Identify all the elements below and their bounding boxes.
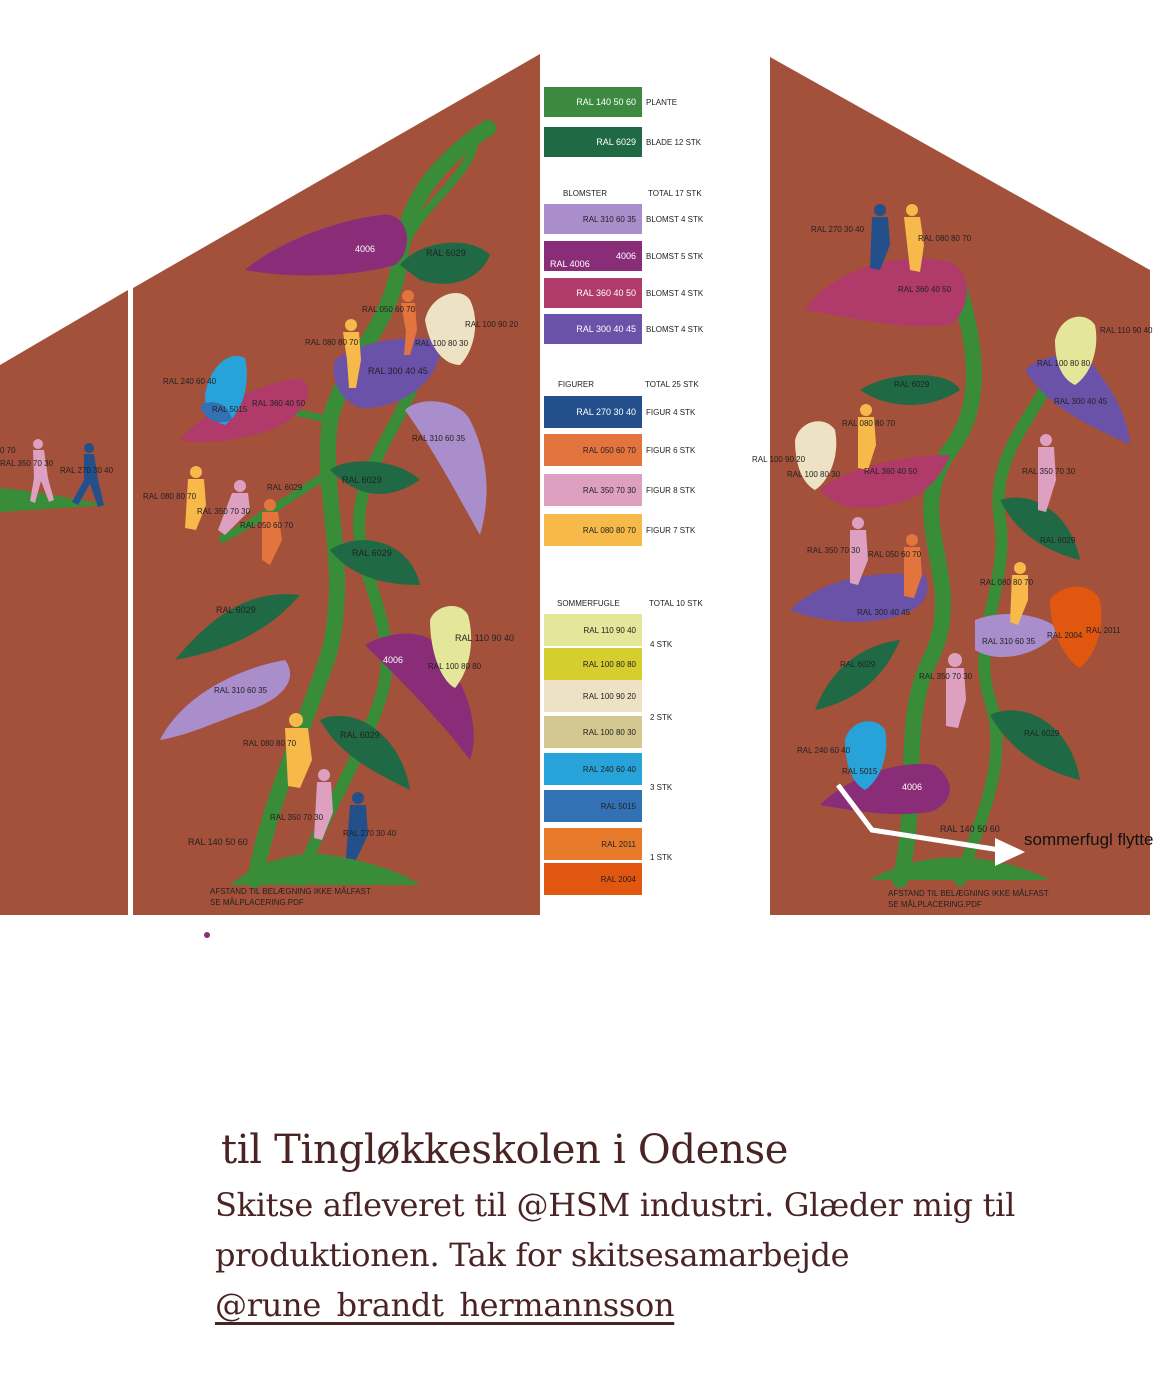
right-label: RAL 5015 [842,767,878,776]
swatch-figure-label: RAL 270 30 40 [576,407,636,417]
right-label: 4006 [902,782,923,792]
right-label: RAL 100 90 20 [752,455,806,464]
left-label: RAL 050 60 70 [240,521,294,530]
swatch-figure-desc: FIGUR 7 STK [646,526,696,535]
right-label: RAL 2011 [1086,626,1121,635]
right-label: RAL 2004 [1047,631,1083,640]
legend-total-figures: TOTAL 25 STK [645,380,699,389]
swatch-figure-desc: FIGUR 4 STK [646,408,696,417]
right-label: RAL 350 70 30 [1022,467,1076,476]
far-left-label-a: 0 70 [0,446,16,455]
swatch-figure-label: RAL 050 60 70 [582,446,636,455]
swatch-flower-label: RAL 360 40 50 [576,288,636,298]
right-label: RAL 110 90 40 [1100,326,1153,335]
right-label: RAL 100 80 30 [787,470,841,479]
swatch-leaf-label: RAL 6029 [596,137,636,147]
left-label: RAL 350 70 30 [270,813,324,822]
mention-link[interactable]: @rune_brandt_hermannsson [215,1286,675,1324]
swatch-figure-label: RAL 080 80 70 [582,526,636,535]
left-label: RAL 6029 [426,248,466,258]
left-label: RAL 350 70 30 [197,507,251,516]
left-label: RAL 270 30 40 [343,829,397,838]
swatch-flower-sublabel: RAL 4006 [550,259,590,269]
color-legend [544,87,704,895]
swatch-leaf-desc: BLADE 12 STK [646,138,702,147]
swatch-plant-label: RAL 140 50 60 [576,97,636,107]
right-label: RAL 270 30 40 [811,225,865,234]
right-label: RAL 080 80 70 [842,419,896,428]
left-label: RAL 080 80 70 [143,492,197,501]
right-label: RAL 300 40 45 [1054,397,1108,406]
right-label: RAL 240 60 40 [797,746,851,755]
swatch-butterfly-label: RAL 100 80 80 [582,660,636,669]
swatch-figure-desc: FIGUR 6 STK [646,446,696,455]
right-label: RAL 310 60 35 [982,637,1036,646]
right-label: RAL 360 40 50 [864,467,918,476]
swatch-flower-desc: BLOMST 4 STK [646,215,704,224]
legend-header-figures: FIGURER [558,380,594,389]
caption-line: produktionen. Tak for skitsesamarbejde [215,1236,850,1274]
swatch-flower-desc: BLOMST 4 STK [646,325,704,334]
right-note: AFSTAND TIL BELÆGNING IKKE MÅLFAST [888,889,1049,898]
right-note: SE MÅLPLACERING.PDF [888,900,982,909]
right-label: RAL 100 80 80 [1037,359,1091,368]
far-left-label-c: RAL 270 30 40 [60,466,114,475]
right-label: RAL 6029 [894,380,930,389]
right-label: RAL 360 40 50 [898,285,952,294]
legend-group-count: 4 STK [650,640,673,649]
swatch-butterfly-label: RAL 2004 [600,875,636,884]
swatch-flower-desc: BLOMST 4 STK [646,289,704,298]
left-label: RAL 100 90 20 [465,320,519,329]
right-label: RAL 080 80 70 [980,578,1034,587]
right-label: RAL 350 70 30 [807,546,861,555]
swatch-figure-desc: FIGUR 8 STK [646,486,696,495]
left-label: RAL 080 80 70 [305,338,359,347]
caption-line: Skitse afleveret til @HSM industri. Glæder mig til [215,1186,1016,1224]
swatch-butterfly-label: RAL 240 60 40 [582,765,636,774]
left-label: RAL 140 50 60 [188,837,248,847]
swatch-butterfly-label: RAL 2011 [601,840,636,849]
swatch-butterfly-label: RAL 5015 [600,802,636,811]
right-label: RAL 300 40 45 [857,608,911,617]
left-label: RAL 6029 [216,605,256,615]
caption-body [215,1180,1115,1330]
left-label: RAL 6029 [342,475,382,485]
swatch-flower-label: 4006 [615,251,636,261]
far-left-label-b: RAL 350 70 30 [0,459,54,468]
left-label: RAL 6029 [352,548,392,558]
right-label: RAL 050 60 70 [868,550,922,559]
right-label: RAL 6029 [1040,536,1076,545]
caption-title: til Tingløkkeskolen i Odense [221,1127,789,1173]
swatch-flower-label: RAL 300 40 45 [576,324,636,334]
left-label: 4006 [383,655,404,665]
legend-header-butterflies: SOMMERFUGLE [557,599,620,608]
right-label: RAL 350 70 30 [919,672,973,681]
swatch-butterfly-label: RAL 100 80 30 [582,728,636,737]
swatch-butterfly-label: RAL 110 90 40 [583,626,636,635]
left-label: RAL 110 90 40 [455,633,515,643]
left-label: RAL 310 60 35 [214,686,268,695]
left-label: RAL 300 40 45 [368,366,428,376]
swatch-plant-desc: PLANTE [646,98,678,107]
swatch-figure-label: RAL 350 70 30 [582,486,636,495]
left-label: RAL 100 80 80 [428,662,482,671]
left-label: RAL 5015 [212,405,248,414]
far-left-wall [0,290,128,915]
left-label: RAL 360 40 50 [252,399,306,408]
legend-group-count: 1 STK [650,853,673,862]
left-label: RAL 310 60 35 [412,434,466,443]
swatch-butterfly-label: RAL 100 90 20 [582,692,636,701]
legend-total-flowers: TOTAL 17 STK [648,189,702,198]
swatch-flower-label: RAL 310 60 35 [582,215,636,224]
legend-header-flowers: BLOMSTER [563,189,608,198]
left-label: RAL 6029 [267,483,303,492]
dot-marker [204,932,210,938]
legend-group-count: 3 STK [650,783,673,792]
left-label: 4006 [355,244,376,254]
left-label: RAL 050 60 70 [362,305,416,314]
left-label: RAL 240 60 40 [163,377,217,386]
legend-total-butterflies: TOTAL 10 STK [649,599,703,608]
left-note: AFSTAND TIL BELÆGNING IKKE MÅLFAST [210,887,371,896]
left-label: RAL 080 80 70 [243,739,297,748]
right-label: RAL 140 50 60 [940,824,1000,834]
right-label: RAL 6029 [1024,729,1060,738]
right-label: RAL 6029 [840,660,876,669]
left-label: RAL 6029 [340,730,380,740]
left-note: SE MÅLPLACERING.PDF [210,898,304,907]
left-label: RAL 100 80 30 [415,339,469,348]
swatch-flower-desc: BLOMST 5 STK [646,252,704,261]
caption [215,1120,1115,1330]
arrow-note: sommerfugl flytte [1024,830,1154,849]
legend-group-count: 2 STK [650,713,673,722]
right-label: RAL 080 80 70 [918,234,972,243]
